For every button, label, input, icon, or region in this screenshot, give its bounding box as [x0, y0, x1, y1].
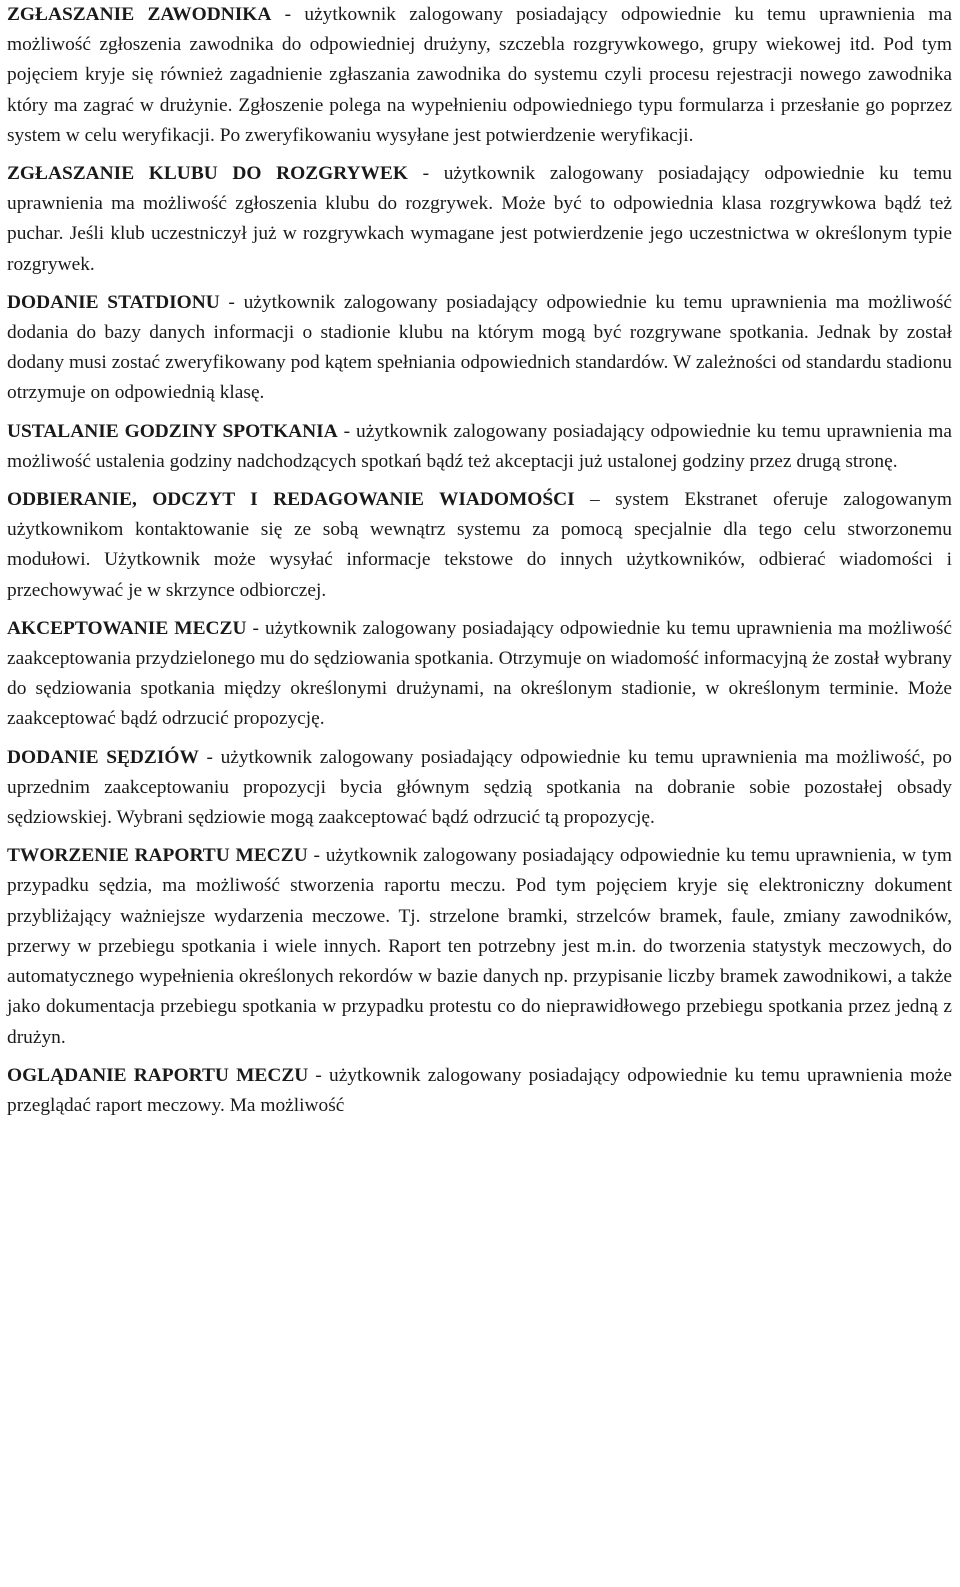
paragraph-zglaszanie-klubu — [7, 159, 952, 280]
paragraph-body: - użytkownik zalogowany posiadający odpowiednie ku temu uprawnienia ma możliwość dodania do bazy danych informacji o stadionie klubu na którym mogą być rozgrywane spotkania. Jednak by został dodany musi zostać zweryfikowany pod kątem spełniania odpowiednich standardów. W zależności od standardu stadionu otrzymuje on odpowiednią klasę. — [7, 291, 952, 404]
paragraph-term: TWORZENIE RAPORTU MECZU — [7, 845, 308, 867]
paragraph-term: AKCEPTOWANIE MECZU — [7, 617, 247, 639]
paragraph-body: - użytkownik zalogowany posiadający odpowiednie ku temu uprawnienia ma możliwość zgłoszenia zawodnika do odpowiedniej drużyny, szczebla rozgrywkowego, grupy wiekowej itd. Pod tym pojęciem kryje się również zagadnienie zgłaszania zawodnika do systemu czyli procesu rejestracji nowego zawodnika który ma zagrać w drużynie. Zgłoszenie polega na wypełnieniu odpowiedniego typu formularza i przesłanie go poprzez system w celu weryfikacji. Po zweryfikowaniu wysyłane jest potwierdzenie weryfikacji. — [7, 4, 952, 146]
paragraph-dodanie-stadionu — [7, 288, 952, 409]
paragraph-body: - użytkownik zalogowany posiadający odpowiednie ku temu uprawnienia ma możliwość zgłoszenia klubu do rozgrywek. Może być to odpowiednia klasa rozgrywkowa bądź też puchar. Jeśli klub uczestniczył już w rozgrywkach wymagane jest potwierdzenie jego uczestnictwa w określonym typie rozgrywek. — [7, 163, 952, 275]
paragraph-ustalanie-godziny — [7, 417, 952, 477]
paragraph-body: – system Ekstranet oferuje zalogowanym użytkownikom kontaktowanie się ze sobą wewnątrz systemu za pomocą specjalnie dla tego celu stworzonemu modułowi. Użytkownik może wysyłać informacje tekstowe do innych użytkowników, odbierać wiadomości i przechowywać je w skrzynce odbiorczej. — [7, 489, 952, 601]
document-page — [7, 0, 952, 1129]
paragraph-tworzenie-raportu — [7, 841, 952, 1052]
paragraph-wiadomosci — [7, 485, 952, 606]
paragraph-zglaszanie-zawodnika — [7, 0, 952, 151]
paragraph-term: ZGŁASZANIE ZAWODNIKA — [7, 4, 272, 25]
paragraph-ogladanie-raportu — [7, 1061, 952, 1121]
paragraph-term: DODANIE STATDIONU — [7, 291, 220, 313]
paragraph-body: - użytkownik zalogowany posiadający odpowiednie ku temu uprawnienia, w tym przypadku sędzia, ma możliwość stworzenia raportu meczu. Pod tym pojęciem kryje się elektroniczny dokument przybliżający ważniejsze wydarzenia meczowe. Tj. strzelone bramki, strzelców bramek, faule, zmiany zawodników, przerwy w przebiegu spotkania i wiele innych. Raport ten potrzebny jest m.in. do tworzenia statystyk meczowych, do automatycznego wypełnienia określonych rekordów w bazie danych np. przypisanie liczby bramek zawodnikowi, a także jako dokumentacja przebiegu spotkania w przypadku protestu co do nieprawidłowego przebiegu spotkania przez jedną z drużyn. — [7, 845, 952, 1048]
paragraph-akceptowanie-meczu — [7, 614, 952, 735]
paragraph-term: OGLĄDANIE RAPORTU MECZU — [7, 1064, 309, 1086]
paragraph-body: - użytkownik zalogowany posiadający odpowiednie ku temu uprawnienia ma możliwość, po uprzednim zaakceptowaniu propozycji bycia głównym sędzią spotkania na dobranie sobie pozostałej obsady sędziowskiej. Wybrani sędziowie mogą zaakceptować bądź odrzucić tą propozycję. — [7, 746, 952, 829]
paragraph-term: DODANIE SĘDZIÓW — [7, 746, 199, 768]
paragraph-body: - użytkownik zalogowany posiadający odpowiednie ku temu uprawnienia ma możliwość ustalenia godziny nadchodzących spotkań bądź też akceptacji już ustalonej godziny przez drugą stronę. — [7, 420, 952, 472]
paragraph-body: - użytkownik zalogowany posiadający odpowiednie ku temu uprawnienia może przeglądać raport meczowy. Ma możliwość — [7, 1064, 952, 1116]
paragraph-body: - użytkownik zalogowany posiadający odpowiednie ku temu uprawnienia ma możliwość zaakceptowania przydzielonego mu do sędziowania spotkania. Otrzymuje on wiadomość informacyjną że został wybrany do sędziowania spotkania między określonymi drużynami, na określonym stadionie, w określonym terminie. Może zaakceptować bądź odrzucić propozycję. — [7, 617, 952, 730]
paragraph-term: ODBIERANIE, ODCZYT I REDAGOWANIE WIADOMOŚCI — [7, 489, 575, 511]
paragraph-term: USTALANIE GODZINY SPOTKANIA — [7, 420, 338, 442]
paragraph-term: ZGŁASZANIE KLUBU DO ROZGRYWEK — [7, 163, 408, 185]
paragraph-dodanie-sedziow — [7, 743, 952, 834]
